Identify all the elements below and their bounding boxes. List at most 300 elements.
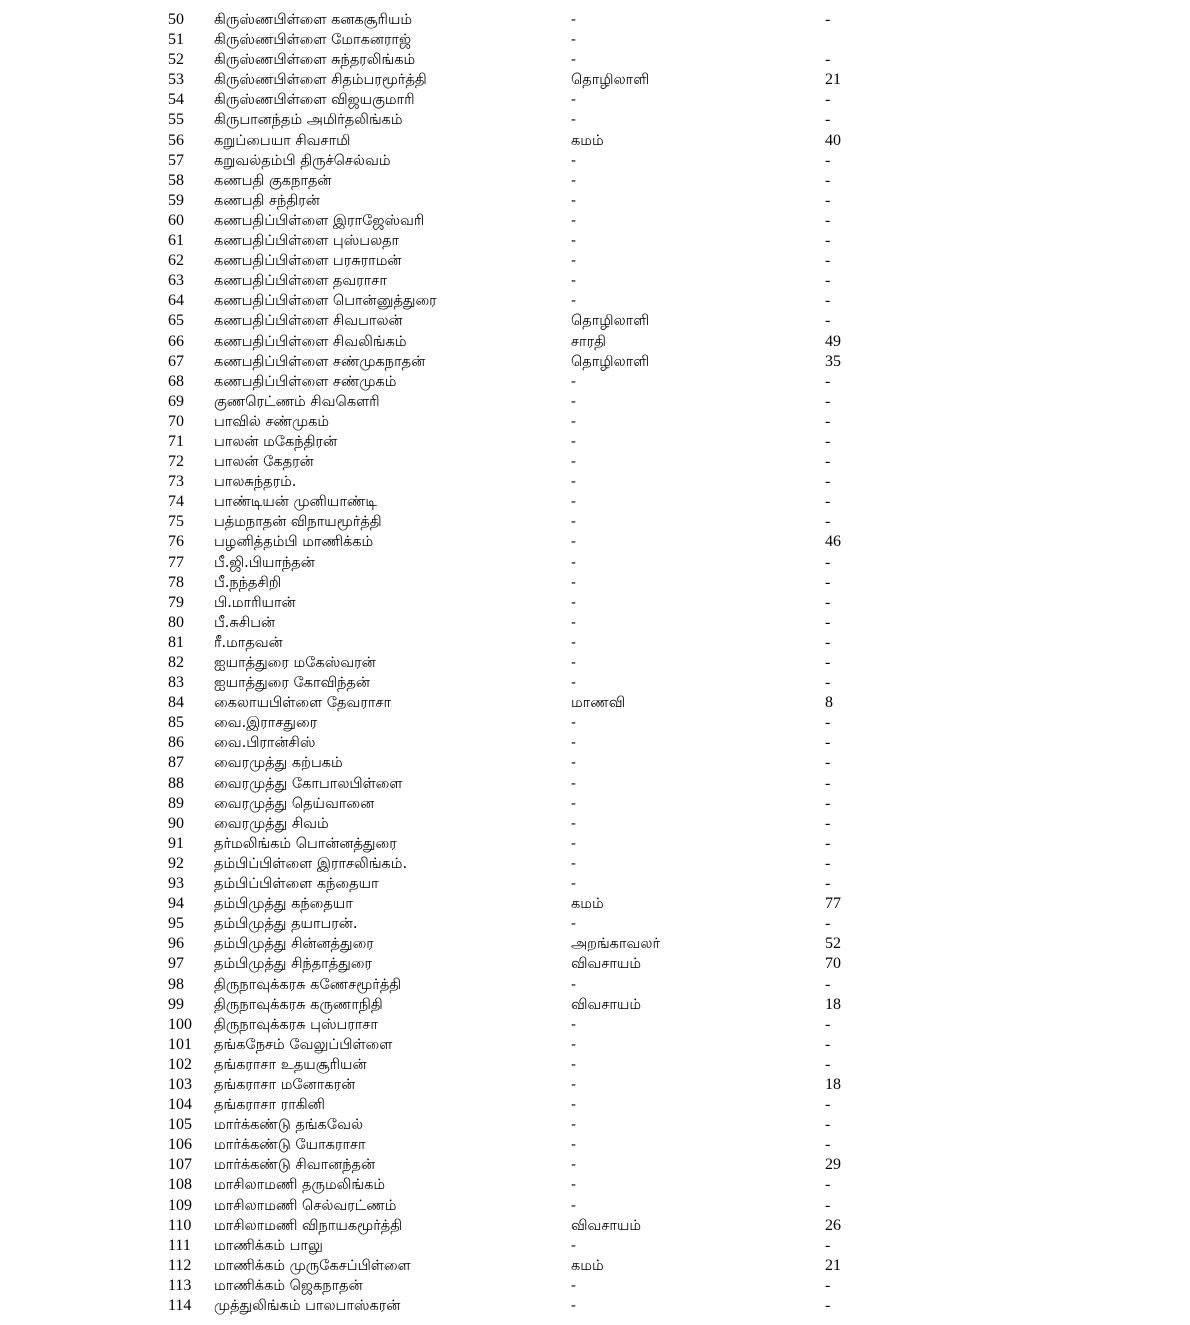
table-row — [0, 512, 1190, 532]
table-row — [0, 372, 1190, 392]
age: - — [825, 1236, 831, 1254]
occupation: - — [571, 876, 576, 893]
person-name: வைரமுத்து கோபாலபிள்ளை — [214, 775, 403, 792]
row-number: 100 — [168, 1015, 192, 1033]
age: - — [825, 1035, 831, 1053]
row-number: 111 — [168, 1236, 191, 1254]
occupation: - — [571, 1097, 576, 1114]
row-number: 88 — [168, 774, 184, 792]
table-row — [0, 1055, 1190, 1075]
occupation: - — [571, 574, 576, 591]
row-number: 71 — [168, 432, 184, 450]
age: - — [825, 613, 831, 631]
occupation: தொழிலாளி — [571, 353, 650, 370]
occupation: - — [571, 1036, 576, 1053]
person-name: கிருஸ்ணபிள்ளை விஜயகுமாரி — [214, 92, 415, 109]
occupation: - — [571, 12, 576, 28]
person-name: பத்மநாதன் விநாயமூர்த்தி — [214, 514, 382, 531]
row-number: 86 — [168, 734, 184, 752]
table-row — [0, 211, 1190, 231]
row-number: 58 — [168, 171, 184, 189]
age: - — [825, 1196, 831, 1214]
occupation: கமம் — [571, 132, 604, 149]
age: - — [825, 252, 831, 270]
table-row — [0, 854, 1190, 874]
table-row — [0, 191, 1190, 211]
occupation: - — [571, 554, 576, 571]
row-number: 56 — [168, 131, 184, 149]
occupation: - — [571, 152, 576, 169]
row-number: 89 — [168, 794, 184, 812]
occupation: - — [571, 1237, 576, 1254]
table-row — [0, 231, 1190, 251]
person-name: மாசிலாமணி விநாயகமூர்த்தி — [214, 1217, 403, 1234]
occupation: - — [571, 1016, 576, 1033]
table-row — [0, 1095, 1190, 1115]
occupation: - — [571, 1157, 576, 1174]
person-name: மார்க்கண்டு தங்கவேல் — [214, 1117, 364, 1134]
age: 8 — [825, 694, 833, 712]
age: - — [825, 854, 831, 872]
table-row — [0, 70, 1190, 90]
person-name: வைரமுத்து கற்பகம் — [214, 755, 343, 772]
row-number: 62 — [168, 252, 184, 270]
age: - — [825, 875, 831, 893]
age: - — [825, 1015, 831, 1033]
age: - — [825, 1176, 831, 1194]
person-name: பாலன் மகேந்திரன் — [214, 433, 338, 450]
age: 46 — [825, 533, 841, 551]
occupation: கமம் — [571, 896, 604, 913]
age: - — [825, 674, 831, 692]
row-number: 80 — [168, 613, 184, 631]
person-name: மாசிலாமணி தருமலிங்கம் — [214, 1177, 386, 1194]
person-name: வைரமுத்து சிவம் — [214, 815, 329, 832]
age: - — [825, 513, 831, 531]
age: - — [825, 211, 831, 229]
person-name: வை.பிரான்சிஸ் — [214, 735, 316, 752]
age: - — [825, 432, 831, 450]
age: 35 — [825, 352, 841, 370]
occupation: - — [571, 1076, 576, 1093]
age: - — [825, 453, 831, 471]
occupation: - — [571, 715, 576, 732]
table-row — [0, 1256, 1190, 1276]
occupation: - — [571, 675, 576, 692]
age: - — [825, 593, 831, 611]
person-name: குணரெட்ணம் சிவகௌரி — [214, 393, 380, 410]
row-number: 92 — [168, 854, 184, 872]
row-number: 75 — [168, 513, 184, 531]
row-number: 68 — [168, 372, 184, 390]
person-name: தர்மலிங்கம் பொன்னத்துரை — [214, 835, 397, 852]
row-number: 87 — [168, 754, 184, 772]
occupation: கமம் — [571, 1257, 604, 1274]
person-name: தங்கராசா உதயசூரியன் — [214, 1056, 367, 1073]
table-row — [0, 733, 1190, 753]
age: - — [825, 272, 831, 290]
row-number: 66 — [168, 332, 184, 350]
row-number: 102 — [168, 1055, 192, 1073]
age: 49 — [825, 332, 841, 350]
row-number: 95 — [168, 915, 184, 933]
person-name: கணபதி குகநாதன் — [214, 172, 332, 189]
occupation: - — [571, 172, 576, 189]
occupation: - — [571, 413, 576, 430]
row-number: 99 — [168, 995, 184, 1013]
row-number: 83 — [168, 674, 184, 692]
person-name: கிருஸ்ணபிள்ளை மோகனராஜ் — [214, 32, 412, 49]
row-number: 52 — [168, 51, 184, 69]
row-number: 104 — [168, 1096, 192, 1114]
row-number: 53 — [168, 71, 184, 89]
occupation: - — [571, 393, 576, 410]
occupation: - — [571, 273, 576, 290]
row-number: 107 — [168, 1156, 192, 1174]
row-number: 109 — [168, 1196, 192, 1214]
table-row — [0, 452, 1190, 472]
table-row — [0, 1216, 1190, 1236]
table-row — [0, 1075, 1190, 1095]
person-name: கணபதிப்பிள்ளை சிவபாலன் — [214, 313, 403, 330]
person-name: பாலசுந்தரம். — [214, 474, 297, 491]
occupation: - — [571, 655, 576, 671]
occupation: - — [571, 293, 576, 310]
person-name: கணபதிப்பிள்ளை சண்முகநாதன் — [214, 353, 426, 370]
occupation: - — [571, 1298, 576, 1314]
table-row — [0, 1175, 1190, 1195]
table-row — [0, 412, 1190, 432]
occupation: - — [571, 92, 576, 109]
row-number: 59 — [168, 191, 184, 209]
occupation: மாணவி — [571, 695, 626, 712]
table-row — [0, 794, 1190, 814]
table-row — [0, 1155, 1190, 1175]
row-number: 69 — [168, 392, 184, 410]
row-number: 70 — [168, 412, 184, 430]
person-name: கணபதிப்பிள்ளை புஸ்பலதா — [214, 233, 400, 250]
person-name: பாலன் கேதரன் — [214, 454, 314, 471]
person-name: கணபதிப்பிள்ளை சிவலிங்கம் — [214, 333, 407, 350]
table-row — [0, 613, 1190, 633]
table-row — [0, 1115, 1190, 1135]
occupation: - — [571, 976, 576, 993]
person-name: தம்பிமுத்து தயாபரன். — [214, 916, 358, 933]
document-table — [0, 10, 1190, 1316]
age: 40 — [825, 131, 841, 149]
table-row — [0, 633, 1190, 653]
occupation: - — [571, 112, 576, 129]
row-number: 82 — [168, 654, 184, 671]
table-row — [0, 914, 1190, 934]
person-name: வைரமுத்து தெய்வானை — [214, 795, 375, 812]
person-name: திருநாவுக்கரசு கணேசமூர்த்தி — [214, 976, 402, 993]
occupation: - — [571, 1177, 576, 1194]
row-number: 84 — [168, 694, 184, 712]
person-name: கறுவல்தம்பி திருச்செல்வம் — [214, 152, 391, 169]
row-number: 91 — [168, 834, 184, 852]
person-name: மாணிக்கம் முருகேசப்பிள்ளை — [214, 1257, 411, 1274]
occupation: - — [571, 212, 576, 229]
table-row — [0, 472, 1190, 492]
table-row — [0, 392, 1190, 412]
person-name: கணபதிப்பிள்ளை சண்முகம் — [214, 373, 397, 390]
table-row — [0, 1196, 1190, 1216]
row-number: 96 — [168, 935, 184, 953]
occupation: - — [571, 433, 576, 450]
age: 70 — [825, 955, 841, 973]
age: - — [825, 1136, 831, 1154]
row-number: 77 — [168, 553, 184, 571]
age: 26 — [825, 1216, 841, 1234]
table-row — [0, 352, 1190, 372]
occupation: - — [571, 373, 576, 390]
table-row — [0, 934, 1190, 954]
person-name: தம்பிமுத்து கந்தையா — [214, 896, 353, 913]
table-row — [0, 311, 1190, 331]
age: - — [825, 553, 831, 571]
table-row — [0, 995, 1190, 1015]
row-number: 108 — [168, 1176, 192, 1194]
person-name: மார்க்கண்டு சிவானந்தன் — [214, 1157, 376, 1174]
table-row — [0, 432, 1190, 452]
person-name: முத்துலிங்கம் பாலபாஸ்கரன் — [214, 1298, 401, 1314]
age: - — [825, 171, 831, 189]
occupation: விவசாயம் — [571, 1217, 642, 1234]
table-row — [0, 593, 1190, 613]
row-number: 97 — [168, 955, 184, 973]
age: 18 — [825, 1075, 841, 1093]
person-name: பீ.ஜி.பியாந்தன் — [214, 554, 315, 571]
person-name: கணபதிப்பிள்ளை தவராசா — [214, 273, 387, 290]
occupation: - — [571, 192, 576, 209]
occupation: - — [571, 474, 576, 491]
row-number: 81 — [168, 633, 184, 651]
person-name: கிருஸ்ணபிள்ளை சிதம்பரமூர்த்தி — [214, 72, 427, 89]
occupation: - — [571, 1137, 576, 1154]
row-number: 73 — [168, 473, 184, 491]
person-name: மார்க்கண்டு யோகராசா — [214, 1137, 366, 1154]
age: - — [825, 151, 831, 169]
person-name: தம்பிமுத்து சிந்தாத்துரை — [214, 956, 372, 973]
age: 21 — [825, 1256, 841, 1274]
table-row — [0, 1035, 1190, 1055]
table-row — [0, 171, 1190, 191]
table-row — [0, 50, 1190, 70]
table-row — [0, 774, 1190, 794]
row-number: 60 — [168, 211, 184, 229]
table-row — [0, 271, 1190, 291]
age: - — [825, 915, 831, 933]
table-row — [0, 291, 1190, 311]
person-name: பி.மாரியான் — [214, 594, 296, 611]
table-row — [0, 753, 1190, 773]
person-name: வை.இராசதுரை — [214, 715, 318, 732]
age: - — [825, 392, 831, 410]
age: - — [825, 654, 831, 671]
occupation: - — [571, 855, 576, 872]
person-name: கிருஸ்ணபிள்ளை சுந்தரலிங்கம் — [214, 52, 416, 69]
age: - — [825, 232, 831, 250]
row-number: 98 — [168, 975, 184, 993]
age: - — [825, 1055, 831, 1073]
row-number: 79 — [168, 593, 184, 611]
occupation: - — [571, 1197, 576, 1214]
row-number: 74 — [168, 493, 184, 511]
occupation: - — [571, 1277, 576, 1294]
row-number: 103 — [168, 1075, 192, 1093]
table-row — [0, 954, 1190, 974]
table-row — [0, 492, 1190, 512]
table-row — [0, 1135, 1190, 1155]
age: - — [825, 754, 831, 772]
table-row — [0, 10, 1190, 30]
age: 77 — [825, 895, 841, 913]
age: 52 — [825, 935, 841, 953]
table-row — [0, 553, 1190, 573]
person-name: தங்கநேசம் வேலுப்பிள்ளை — [214, 1036, 393, 1053]
table-row — [0, 894, 1190, 914]
person-name: தம்பிப்பிள்ளை இராசலிங்கம். — [214, 855, 408, 872]
age: - — [825, 1297, 831, 1314]
person-name: கணபதிப்பிள்ளை இராஜேஸ்வரி — [214, 212, 425, 229]
age: - — [825, 292, 831, 310]
row-number: 54 — [168, 91, 184, 109]
occupation: - — [571, 253, 576, 270]
row-number: 67 — [168, 352, 184, 370]
age: - — [825, 734, 831, 752]
table-row — [0, 1015, 1190, 1035]
age: - — [825, 91, 831, 109]
occupation: - — [571, 614, 576, 631]
table-row — [0, 834, 1190, 854]
occupation: - — [571, 775, 576, 792]
table-row — [0, 975, 1190, 995]
table-row — [0, 30, 1190, 50]
occupation: - — [571, 835, 576, 852]
row-number: 113 — [168, 1276, 192, 1294]
age: - — [825, 493, 831, 511]
table-row — [0, 653, 1190, 673]
age: - — [825, 975, 831, 993]
age: - — [825, 1116, 831, 1134]
row-number: 64 — [168, 292, 184, 310]
row-number: 90 — [168, 814, 184, 832]
row-number: 61 — [168, 232, 184, 250]
table-row — [0, 573, 1190, 593]
row-number: 78 — [168, 573, 184, 591]
age: - — [825, 834, 831, 852]
occupation: - — [571, 233, 576, 250]
age: 29 — [825, 1156, 841, 1174]
row-number: 110 — [168, 1216, 192, 1234]
row-number: 51 — [168, 31, 184, 49]
age: - — [825, 774, 831, 792]
occupation: - — [571, 1117, 576, 1134]
person-name: கிருபானந்தம் அமிர்தலிங்கம் — [214, 112, 403, 129]
row-number: 101 — [168, 1035, 192, 1053]
occupation: - — [571, 634, 576, 651]
person-name: திருநாவுக்கரசு கருணாநிதி — [214, 996, 383, 1013]
occupation: - — [571, 1056, 576, 1073]
person-name: பீ.சுசிபன் — [214, 614, 276, 631]
row-number: 65 — [168, 312, 184, 330]
occupation: - — [571, 454, 576, 471]
table-row — [0, 251, 1190, 271]
row-number: 93 — [168, 875, 184, 893]
age: - — [825, 11, 831, 28]
person-name: தங்கராசா மனோகரன் — [214, 1076, 356, 1093]
occupation: தொழிலாளி — [571, 72, 650, 89]
row-number: 55 — [168, 111, 184, 129]
person-name: பாண்டியன் முனியாண்டி — [214, 494, 377, 511]
row-number: 105 — [168, 1116, 192, 1134]
row-number: 106 — [168, 1136, 192, 1154]
person-name: திருநாவுக்கரசு புஸ்பராசா — [214, 1016, 379, 1033]
person-name: கிருஸ்ணபிள்ளை கனகசூரியம் — [214, 12, 413, 28]
row-number: 94 — [168, 895, 184, 913]
person-name: தம்பிமுத்து சின்னத்துரை — [214, 936, 374, 953]
age: - — [825, 51, 831, 69]
table-row — [0, 1236, 1190, 1256]
occupation: - — [571, 815, 576, 832]
table-row — [0, 693, 1190, 713]
person-name: பாவில் சண்முகம் — [214, 413, 330, 430]
person-name: கணபதி சந்திரன் — [214, 192, 320, 209]
age: - — [825, 191, 831, 209]
person-name: தங்கராசா ராகினி — [214, 1097, 325, 1114]
table-row — [0, 1276, 1190, 1296]
age: - — [825, 372, 831, 390]
person-name: ஐயாத்துரை கோவிந்தன் — [214, 675, 370, 692]
occupation: விவசாயம் — [571, 996, 642, 1013]
occupation: - — [571, 32, 576, 49]
person-name: பழனித்தம்பி மாணிக்கம் — [214, 534, 374, 551]
table-row — [0, 713, 1190, 733]
row-number: 112 — [168, 1256, 192, 1274]
person-name: கைலாயபிள்ளை தேவராசா — [214, 695, 392, 712]
age: - — [825, 312, 831, 330]
occupation: - — [571, 916, 576, 933]
row-number: 57 — [168, 151, 184, 169]
occupation: - — [571, 534, 576, 551]
age: - — [825, 1276, 831, 1294]
person-name: கணபதிப்பிள்ளை பொன்னுத்துரை — [214, 293, 437, 310]
table-row — [0, 532, 1190, 552]
occupation: - — [571, 755, 576, 772]
table-row — [0, 110, 1190, 130]
occupation: - — [571, 795, 576, 812]
person-name: கறுப்பையா சிவசாமி — [214, 132, 351, 149]
occupation: - — [571, 52, 576, 69]
age: - — [825, 573, 831, 591]
table-row — [0, 673, 1190, 693]
table-row — [0, 1296, 1190, 1316]
age: - — [825, 1096, 831, 1114]
row-number: 114 — [168, 1297, 192, 1314]
age: - — [825, 473, 831, 491]
occupation: சாரதி — [571, 333, 606, 350]
row-number: 50 — [168, 11, 184, 28]
row-number: 63 — [168, 272, 184, 290]
person-name: தம்பிப்பிள்ளை கந்தையா — [214, 876, 379, 893]
table-row — [0, 874, 1190, 894]
person-name: கணபதிப்பிள்ளை பரசுராமன் — [214, 253, 402, 270]
table-row — [0, 90, 1190, 110]
age: 18 — [825, 995, 841, 1013]
person-name: ரீ.மாதவன் — [214, 634, 283, 651]
person-name: மாணிக்கம் பாலு — [214, 1237, 323, 1254]
